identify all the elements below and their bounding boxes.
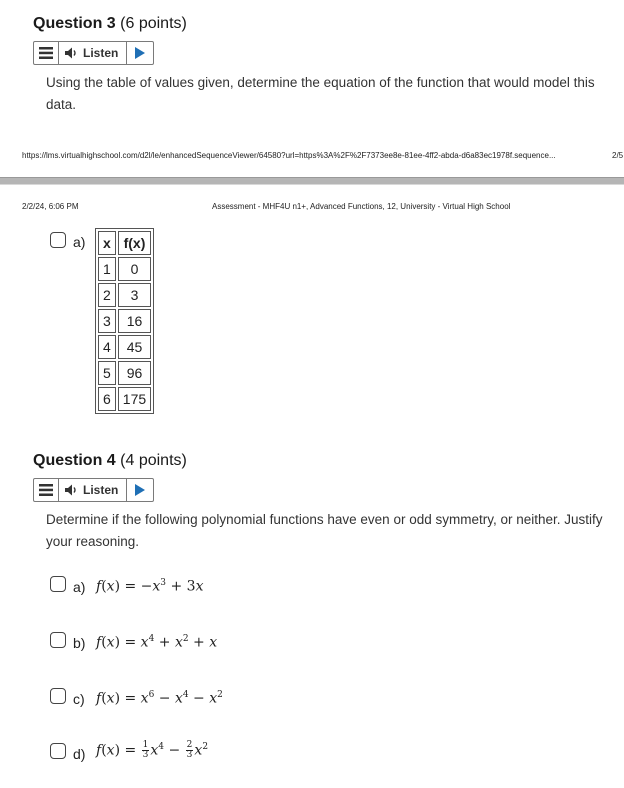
question-4-prompt: Determine if the following polynomial functions have even or odd symmetry, or neither. Justify your reasoning. [46, 512, 603, 549]
table-row [98, 361, 151, 385]
cell-fx: 0 [118, 257, 151, 281]
cell-x: 6 [98, 387, 116, 411]
print-header-datetime: 2/2/24, 6:06 PM [22, 202, 79, 211]
cell-fx: 3 [118, 283, 151, 307]
question-3-title [33, 15, 187, 33]
option-b-function: $f(x) = x^4 + x^2 + x$ [96, 634, 218, 651]
print-footer-url: https://lms.virtualhighschool.com/d2l/le/enhancedSequenceViewer/64580?url=https%3A%2F%2F7373ee8e-81ee-4ff2-abda-d6a83ec1978f.sequence... [22, 151, 556, 160]
print-footer-page: 2/5 [612, 151, 624, 160]
question-4-title [33, 452, 187, 470]
table-row [98, 257, 151, 281]
table-row [98, 283, 151, 307]
listen-toolbar-q3 [33, 41, 154, 65]
listen-label: Listen [83, 46, 119, 60]
values-table [95, 228, 154, 414]
option-a-label: a) [73, 234, 86, 250]
option-b-checkbox[interactable] [50, 632, 66, 648]
play-button[interactable] [127, 479, 153, 501]
cell-x: 4 [98, 335, 116, 359]
option-a-function: $f(x) = -x^3 + 3x$ [96, 578, 204, 595]
option-c-function: $f(x) = x^6 - x^4 - x^2$ [96, 690, 223, 707]
listen-button[interactable] [59, 42, 127, 64]
option-a-checkbox[interactable] [50, 576, 66, 592]
option-c-label: c) [73, 691, 85, 707]
listen-label: Listen [83, 483, 119, 497]
table-row [98, 387, 151, 411]
question-3-prompt: Using the table of values given, determine the equation of the function that would model this data. [46, 75, 595, 112]
play-icon [135, 47, 145, 59]
print-header-title: Assessment - MHF4U n1+, Advanced Functions, 12, University - Virtual High School [212, 202, 511, 211]
table-row [98, 335, 151, 359]
header-fx: f(x) [118, 231, 151, 255]
option-d-label: d) [73, 746, 86, 762]
cell-fx: 96 [118, 361, 151, 385]
question-title: Question 3 [33, 15, 116, 32]
menu-button[interactable] [34, 42, 59, 64]
option-a-checkbox[interactable] [50, 232, 66, 248]
option-d-function: f(x) = $\frac{1}{3}$ $x^4$ − $\frac{2}{3}$ $x^2$ [96, 740, 209, 760]
option-c-checkbox[interactable] [50, 688, 66, 704]
question-points: (4 points) [120, 452, 187, 469]
cell-x: 5 [98, 361, 116, 385]
option-a-label: a) [73, 579, 86, 595]
question-title: Question 4 [33, 452, 116, 469]
cell-x: 3 [98, 309, 116, 333]
menu-icon [39, 47, 53, 59]
speaker-icon [65, 47, 79, 59]
play-button[interactable] [127, 42, 153, 64]
menu-button[interactable] [34, 479, 59, 501]
cell-x: 1 [98, 257, 116, 281]
page-break-divider [0, 177, 624, 185]
header-x: x [98, 231, 116, 255]
table-header-row [98, 231, 151, 255]
listen-button[interactable] [59, 479, 127, 501]
play-icon [135, 484, 145, 496]
option-b-label: b) [73, 635, 86, 651]
question-points: (6 points) [120, 15, 187, 32]
cell-fx: 16 [118, 309, 151, 333]
cell-fx: 175 [118, 387, 151, 411]
table-row [98, 309, 151, 333]
menu-icon [39, 484, 53, 496]
listen-toolbar-q4 [33, 478, 154, 502]
cell-fx: 45 [118, 335, 151, 359]
option-d-checkbox[interactable] [50, 743, 66, 759]
cell-x: 2 [98, 283, 116, 307]
speaker-icon [65, 484, 79, 496]
